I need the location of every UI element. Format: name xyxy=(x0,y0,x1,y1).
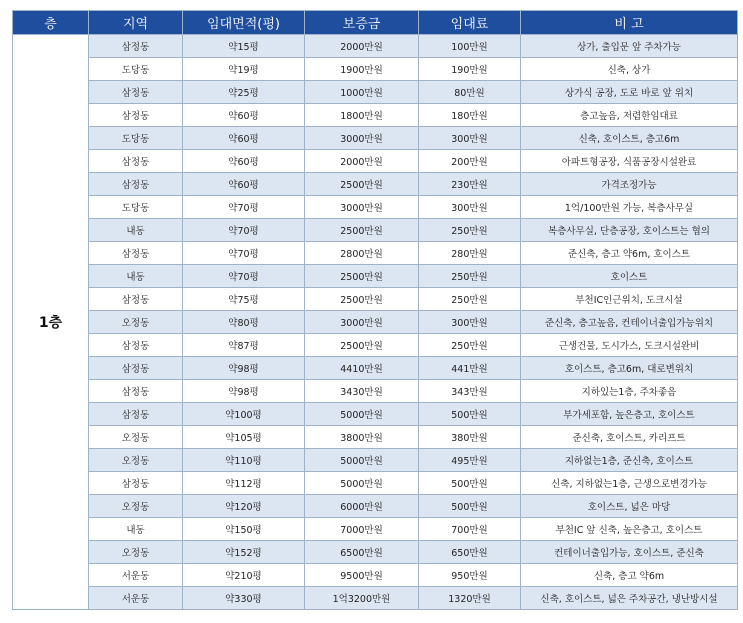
table-body xyxy=(13,35,738,610)
cell-deposit: 5000만원 xyxy=(305,403,419,426)
cell-note: 부천IC인근위치, 도크시설 xyxy=(521,288,738,311)
cell-note: 신축, 호이스트, 층고6m xyxy=(521,127,738,150)
cell-size: 약60평 xyxy=(183,150,305,173)
table-row xyxy=(13,196,738,219)
cell-area: 도당동 xyxy=(89,127,183,150)
cell-rent: 180만원 xyxy=(419,104,521,127)
listing-table xyxy=(12,10,738,610)
cell-note: 부가세포함, 높은층고, 호이스트 xyxy=(521,403,738,426)
cell-area: 삼정동 xyxy=(89,334,183,357)
cell-area: 서운동 xyxy=(89,564,183,587)
cell-area: 삼정동 xyxy=(89,403,183,426)
cell-size: 약330평 xyxy=(183,587,305,610)
cell-rent: 250만원 xyxy=(419,265,521,288)
cell-size: 약110평 xyxy=(183,449,305,472)
cell-size: 약87평 xyxy=(183,334,305,357)
cell-deposit: 6000만원 xyxy=(305,495,419,518)
cell-rent: 300만원 xyxy=(419,311,521,334)
cell-deposit: 3000만원 xyxy=(305,311,419,334)
cell-area: 내동 xyxy=(89,219,183,242)
cell-deposit: 9500만원 xyxy=(305,564,419,587)
cell-note: 복층사무실, 단층공장, 호이스트는 협의 xyxy=(521,219,738,242)
cell-deposit: 2500만원 xyxy=(305,334,419,357)
cell-deposit: 1000만원 xyxy=(305,81,419,104)
cell-note: 아파트형공장, 식품공장시설완료 xyxy=(521,150,738,173)
table-row xyxy=(13,288,738,311)
cell-rent: 700만원 xyxy=(419,518,521,541)
cell-rent: 495만원 xyxy=(419,449,521,472)
cell-size: 약70평 xyxy=(183,219,305,242)
cell-rent: 650만원 xyxy=(419,541,521,564)
cell-deposit: 2500만원 xyxy=(305,265,419,288)
cell-deposit: 2000만원 xyxy=(305,150,419,173)
cell-rent: 280만원 xyxy=(419,242,521,265)
cell-note: 상가, 출입문 앞 주차가능 xyxy=(521,35,738,58)
cell-size: 약70평 xyxy=(183,265,305,288)
cell-note: 신축, 호이스트, 넓은 주차공간, 냉난방시설 xyxy=(521,587,738,610)
cell-area: 내동 xyxy=(89,265,183,288)
cell-area: 도당동 xyxy=(89,58,183,81)
table-row xyxy=(13,334,738,357)
cell-note: 상가식 공장, 도로 바로 앞 위치 xyxy=(521,81,738,104)
cell-rent: 250만원 xyxy=(419,288,521,311)
cell-note: 신축, 지하없는1층, 근생으로변경가능 xyxy=(521,472,738,495)
table-row xyxy=(13,242,738,265)
table-row xyxy=(13,81,738,104)
cell-area: 오정동 xyxy=(89,449,183,472)
cell-note: 준신축, 층고높음, 컨테이너출입가능위치 xyxy=(521,311,738,334)
cell-size: 약60평 xyxy=(183,104,305,127)
cell-size: 약98평 xyxy=(183,357,305,380)
cell-note: 1억/100만원 가능, 복층사무실 xyxy=(521,196,738,219)
cell-size: 약70평 xyxy=(183,196,305,219)
cell-deposit: 3000만원 xyxy=(305,196,419,219)
cell-deposit: 4410만원 xyxy=(305,357,419,380)
cell-deposit: 2800만원 xyxy=(305,242,419,265)
cell-note: 호이스트, 넓은 마당 xyxy=(521,495,738,518)
cell-area: 삼정동 xyxy=(89,35,183,58)
cell-area: 서운동 xyxy=(89,587,183,610)
cell-deposit: 1억3200만원 xyxy=(305,587,419,610)
cell-note: 준신축, 호이스트, 카리프트 xyxy=(521,426,738,449)
cell-note: 층고높음, 저렴한임대료 xyxy=(521,104,738,127)
cell-rent: 250만원 xyxy=(419,334,521,357)
header-size: 임대면적(평) xyxy=(183,11,305,35)
cell-area: 오정동 xyxy=(89,426,183,449)
table-row xyxy=(13,35,738,58)
cell-note: 신축, 층고 약6m xyxy=(521,564,738,587)
cell-deposit: 2500만원 xyxy=(305,288,419,311)
cell-size: 약100평 xyxy=(183,403,305,426)
cell-note: 지하있는1층, 주차좋음 xyxy=(521,380,738,403)
cell-note: 가격조정가능 xyxy=(521,173,738,196)
cell-deposit: 5000만원 xyxy=(305,449,419,472)
cell-area: 삼정동 xyxy=(89,357,183,380)
cell-size: 약150평 xyxy=(183,518,305,541)
table-row xyxy=(13,518,738,541)
table-row xyxy=(13,265,738,288)
table-row xyxy=(13,219,738,242)
cell-deposit: 5000만원 xyxy=(305,472,419,495)
cell-deposit: 3000만원 xyxy=(305,127,419,150)
header-rent: 임대료 xyxy=(419,11,521,35)
table-row xyxy=(13,426,738,449)
header-floor: 층 xyxy=(13,11,89,35)
cell-rent: 380만원 xyxy=(419,426,521,449)
table-row xyxy=(13,564,738,587)
cell-deposit: 2000만원 xyxy=(305,35,419,58)
cell-size: 약60평 xyxy=(183,173,305,196)
cell-area: 삼정동 xyxy=(89,380,183,403)
header-area: 지역 xyxy=(89,11,183,35)
table-row xyxy=(13,587,738,610)
cell-rent: 200만원 xyxy=(419,150,521,173)
cell-deposit: 3800만원 xyxy=(305,426,419,449)
cell-area: 삼정동 xyxy=(89,242,183,265)
cell-note: 지하없는1층, 준신축, 호이스트 xyxy=(521,449,738,472)
cell-area: 오정동 xyxy=(89,541,183,564)
table-row xyxy=(13,357,738,380)
cell-note: 부천IC 앞 신축, 높은층고, 호이스트 xyxy=(521,518,738,541)
cell-area: 오정동 xyxy=(89,495,183,518)
listing-table-container xyxy=(12,10,737,610)
cell-rent: 300만원 xyxy=(419,127,521,150)
cell-note: 컨테이너출입가능, 호이스트, 준신축 xyxy=(521,541,738,564)
cell-note: 호이스트 xyxy=(521,265,738,288)
cell-deposit: 1800만원 xyxy=(305,104,419,127)
cell-area: 내동 xyxy=(89,518,183,541)
cell-rent: 343만원 xyxy=(419,380,521,403)
cell-area: 삼정동 xyxy=(89,104,183,127)
cell-deposit: 1900만원 xyxy=(305,58,419,81)
cell-deposit: 7000만원 xyxy=(305,518,419,541)
cell-size: 약25평 xyxy=(183,81,305,104)
cell-rent: 300만원 xyxy=(419,196,521,219)
cell-rent: 80만원 xyxy=(419,81,521,104)
table-row xyxy=(13,403,738,426)
cell-rent: 500만원 xyxy=(419,495,521,518)
cell-size: 약80평 xyxy=(183,311,305,334)
cell-area: 도당동 xyxy=(89,196,183,219)
header-note: 비 고 xyxy=(521,11,738,35)
cell-rent: 230만원 xyxy=(419,173,521,196)
table-row xyxy=(13,541,738,564)
table-row xyxy=(13,150,738,173)
cell-rent: 1320만원 xyxy=(419,587,521,610)
cell-size: 약98평 xyxy=(183,380,305,403)
cell-rent: 190만원 xyxy=(419,58,521,81)
cell-rent: 441만원 xyxy=(419,357,521,380)
cell-deposit: 2500만원 xyxy=(305,173,419,196)
cell-size: 약210평 xyxy=(183,564,305,587)
cell-size: 약75평 xyxy=(183,288,305,311)
table-row xyxy=(13,311,738,334)
cell-size: 약120평 xyxy=(183,495,305,518)
cell-deposit: 3430만원 xyxy=(305,380,419,403)
cell-note: 신축, 상가 xyxy=(521,58,738,81)
cell-rent: 500만원 xyxy=(419,472,521,495)
cell-size: 약112평 xyxy=(183,472,305,495)
table-header-row xyxy=(13,11,738,35)
cell-area: 삼정동 xyxy=(89,81,183,104)
table-row xyxy=(13,104,738,127)
cell-area: 삼정동 xyxy=(89,173,183,196)
cell-deposit: 2500만원 xyxy=(305,219,419,242)
table-row xyxy=(13,472,738,495)
cell-size: 약105평 xyxy=(183,426,305,449)
header-deposit: 보증금 xyxy=(305,11,419,35)
floor-cell: 1층 xyxy=(13,35,89,610)
table-row xyxy=(13,449,738,472)
table-row xyxy=(13,495,738,518)
cell-size: 약60평 xyxy=(183,127,305,150)
cell-area: 오정동 xyxy=(89,311,183,334)
cell-rent: 950만원 xyxy=(419,564,521,587)
cell-area: 삼정동 xyxy=(89,472,183,495)
cell-note: 준신축, 층고 약6m, 호이스트 xyxy=(521,242,738,265)
cell-size: 약15평 xyxy=(183,35,305,58)
cell-note: 근생건물, 도시가스, 도크시설완비 xyxy=(521,334,738,357)
cell-deposit: 6500만원 xyxy=(305,541,419,564)
cell-size: 약70평 xyxy=(183,242,305,265)
table-row xyxy=(13,127,738,150)
cell-rent: 250만원 xyxy=(419,219,521,242)
cell-area: 삼정동 xyxy=(89,288,183,311)
cell-note: 호이스트, 층고6m, 대로변위치 xyxy=(521,357,738,380)
table-row xyxy=(13,173,738,196)
cell-size: 약152평 xyxy=(183,541,305,564)
cell-size: 약19평 xyxy=(183,58,305,81)
cell-rent: 100만원 xyxy=(419,35,521,58)
cell-rent: 500만원 xyxy=(419,403,521,426)
cell-area: 삼정동 xyxy=(89,150,183,173)
table-row xyxy=(13,380,738,403)
table-row xyxy=(13,58,738,81)
